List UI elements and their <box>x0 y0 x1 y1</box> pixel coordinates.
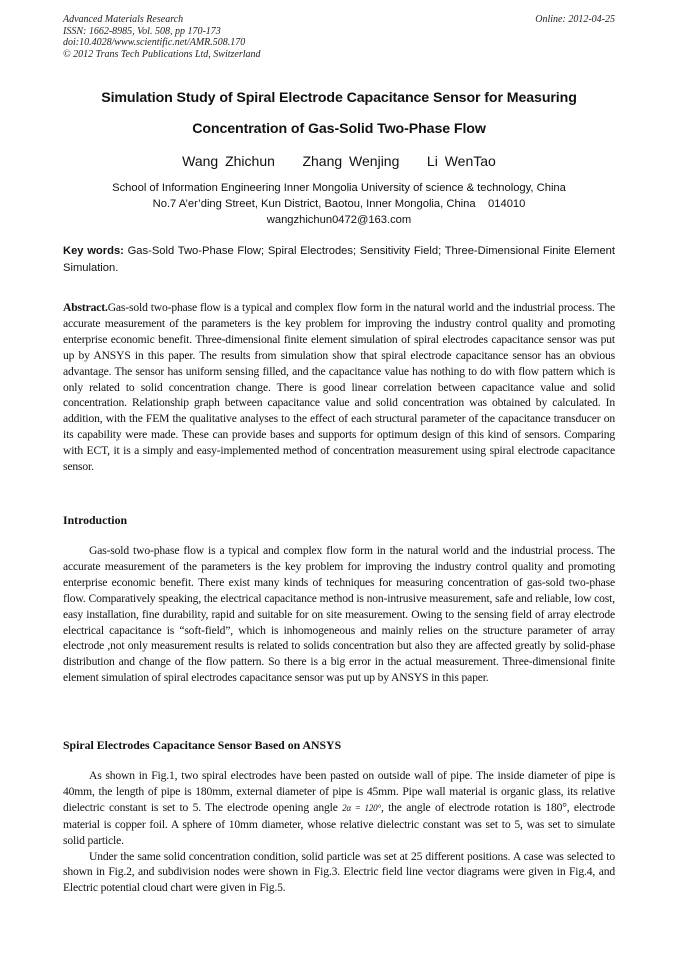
keywords-text: Gas-Sold Two-Phase Flow; Spiral Electrodes; Sensitivity Field; Three-Dimensional Finite Element Simulation. <box>63 245 615 274</box>
journal-header <box>63 14 261 60</box>
issn: ISSN: 1662-8985, Vol. 508, pp 170-173 <box>63 25 221 37</box>
author-email: wangzhichun0472@163.com <box>266 214 412 226</box>
doi: doi:10.4028/www.scientific.net/AMR.508.170 <box>63 37 246 48</box>
affiliation-line2: No.7 A’er’ding Street, Kun District, Baotou, Inner Mongolia, China 014010 <box>152 198 526 210</box>
paper-title-line1: Simulation Study of Spiral Electrode Capacitance Sensor for Measuring <box>101 90 577 106</box>
copyright: © 2012 Trans Tech Publications Ltd, Switzerland <box>63 48 261 60</box>
spiral-paragraph-1 <box>63 768 615 849</box>
spiral-paragraph-2: Under the same solid concentration condition, solid particle was set at 25 different positions. A case was selected to shown in Fig.2, and subdivision nodes were shown in Fig.3. Electric field line vector diagrams were given in Fig.4, and Electric potential cloud chart were given in Fig.5. <box>63 849 615 895</box>
abstract-text: Gas-sold two-phase flow is a typical and complex flow form in the natural world and the industrial process. The accurate measurement of the parameters is the key problem for improving the industry control quality and promoting enterprise economic benefit. Three-dimensional finite element simulation of spiral electrodes capacitance sensor was put up by ANSYS in this paper. The results from simulation show that spiral electrode capacitance sensor has an obvious advantage. The sensor has uniform sensing filled, and the capacitance value has nothing to do with flow pattern which is only related to solid concentration change. There is good linear correlation between capacitance value and solid concentration. Relationship graph between capacitance value and solid concentration was obtained by calculated. In addition, with the FEM the qualitative analyses to the effect of each structural parameter of the capacitance transducer on its capability were made. These can provide bases and supports for optimum design of this kind of sensors. Comparing with ECT, it is a simply and easy-implemented method of concentration measurement using spiral electrode capacitance sensor. <box>63 301 615 474</box>
paper-title-line2: Concentration of Gas-Solid Two-Phase Flow <box>192 121 486 137</box>
online-date: Online: 2012-04-25 <box>535 14 615 25</box>
abstract <box>63 300 615 475</box>
opening-angle-formula: 2α = 120° <box>342 802 381 813</box>
spiral-paragraph-1-part1: As shown in Fig.1, two spiral electrodes have been pasted on outside wall of pipe. The inside diameter of pipe is 40mm, the length of pipe is 180mm, external diameter of pipe is 45mm. Pipe wall material is organic glass, its relative dielectric constant is set to 5. The electrode opening angle <box>63 769 615 814</box>
abstract-label: Abstract. <box>63 301 108 314</box>
spiral-section <box>63 768 615 896</box>
keywords <box>63 243 615 276</box>
affiliation-line1: School of Information Engineering Inner Mongolia University of science & technology, China <box>112 182 566 194</box>
section-heading-introduction: Introduction <box>63 513 128 527</box>
introduction-paragraph: Gas-sold two-phase flow is a typical and complex flow form in the natural world and the industrial process. The accurate measurement of the parameters is the key problem for improving the industry control quality and promoting enterprise economic benefit. There exist many kinds of techniques for measuring concentration of gas-sold two-phase flow. Comparatively speaking, the electrical capacitance method is non-intrusive measurement, safe and reliable, low cost, easy installation, fine durability, rapid and suitable for on site measurement. Owing to the sensing field of array electrode electrical capacitance is “soft-field”, which is inhomogeneous and mainly relies on the structure parameter of array electrode ,not only measurement results is related to solids concentration but also they are affected greatly by solid-phase distribution and change of the flow pattern. So there is a big error in the actual measurement. Three-dimensional finite element simulation of spiral electrodes capacitance sensor was put up by ANSYS in this paper. <box>63 544 615 685</box>
spiral-paragraph-1-part2: , the angle of electrode rotation is 180°, electrode material is copper foil. A sphere of 10mm diameter, whose relative dielectric constant was set to 5, was set to simulate solid particle. <box>63 800 615 847</box>
journal-name: Advanced Materials Research <box>63 14 184 25</box>
keywords-label: Key words: <box>63 245 124 257</box>
author-list: Wang Zhichun Zhang Wenjing Li WenTao <box>182 153 496 169</box>
introduction-section <box>63 543 615 686</box>
section-heading-spiral-electrodes: Spiral Electrodes Capacitance Sensor Based on ANSYS <box>63 738 342 752</box>
